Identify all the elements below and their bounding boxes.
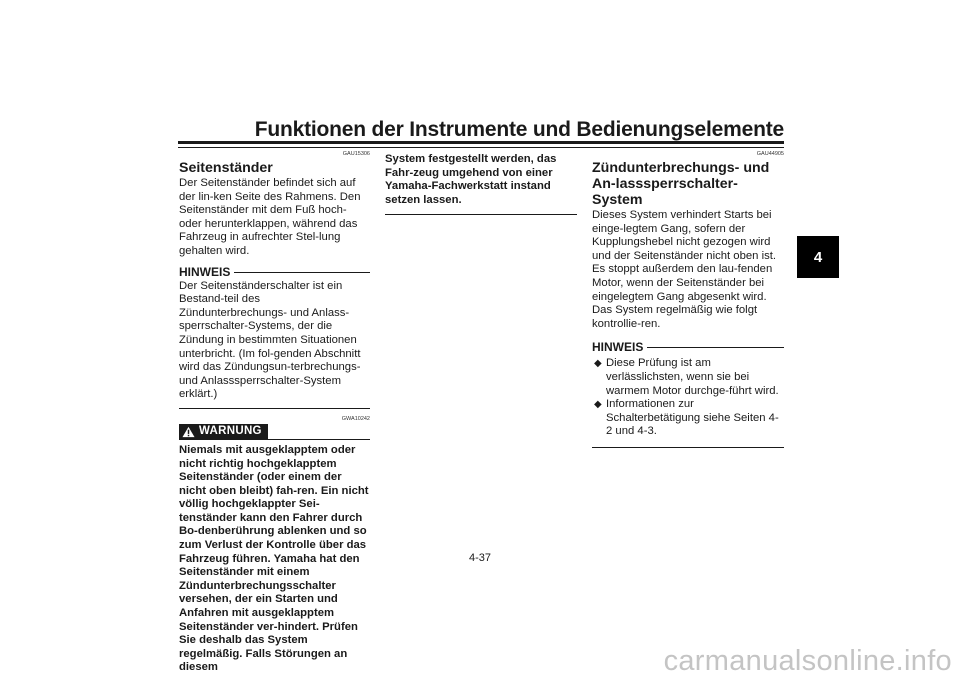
watermark: carmanualsonline.info xyxy=(663,645,952,677)
page-number: 4-37 xyxy=(468,552,492,564)
note-heading-rule xyxy=(647,347,784,348)
bullet-icon: ◆ xyxy=(594,358,602,370)
ignition-cutoff-intro: Dieses System verhindert Starts bei einge-legtem Gang, sofern der Kupplungshebel nicht gezogen wird und der Seitenständer nicht oben ist. Es stoppt außerdem den lau-fenden Motor, wenn der Seitenständer bei eingelegtem Gang abgesenkt wird. xyxy=(592,209,777,303)
bullet-icon: ◆ xyxy=(594,399,602,411)
note-heading-rule xyxy=(234,272,370,273)
warning-heading xyxy=(179,424,370,440)
warning-text: Niemals mit ausgeklapptem oder nicht richtig hochgeklapptem Seitenständer (oder einem der nicht oben bleibt) fah-ren. Ein nicht völlig hochgeklappter Sei-tenständer kann den Fahrer durch Bo-denberührung ablenken und so zum Verlust der Kontrolle über das Fahrzeug führen. Yamaha hat den Seitenständer mit einem Zündunterbrechungsschalter versehen, der ein Starten und Anfahren mit ausgeklapptem Seitenständer ver-hindert. Prüfen Sie deshalb das System regelmäßig. Falls Störungen an diesem xyxy=(179,443,369,674)
warning-heading-rule xyxy=(268,439,370,440)
section-heading-ignition-cutoff: Zündunterbrechungs- und An-lasssperrschalter-System xyxy=(592,160,770,208)
note-title: HINWEIS xyxy=(592,339,644,354)
section-code: GAU15306 xyxy=(342,151,370,157)
note-heading xyxy=(179,266,370,280)
warning-label: WARNUNG xyxy=(199,425,262,438)
list-item-text: Diese Prüfung ist am verlässlichsten, wenn sie bei warmem Motor durchge-führt wird. xyxy=(606,357,779,397)
note-end-rule xyxy=(592,447,784,448)
list-item xyxy=(592,357,784,398)
page-title: Funktionen der Instrumente und Bedienungselemente xyxy=(254,118,784,141)
sidestand-intro: Der Seitenständer befindet sich auf der lin-ken Seite des Rahmens. Den Seitenständer mit dem Fuß hoch- oder herunterklappen, während das Fahrzeug in aufrechter Stel-lung gehalten wird. xyxy=(179,177,361,257)
warning-end-rule xyxy=(385,214,577,215)
note-bullet-list xyxy=(592,357,784,439)
column-right xyxy=(592,150,784,448)
section-heading-sidestand: Seitenständer xyxy=(179,160,273,176)
ignition-cutoff-check: Das System regelmäßig wie folgt kontrollie-ren. xyxy=(592,304,758,330)
header-rule xyxy=(178,141,784,144)
warning-badge xyxy=(179,424,268,440)
warning-code: GWA10242 xyxy=(341,415,370,422)
column-left xyxy=(179,150,370,675)
warning-triangle-icon xyxy=(182,426,195,438)
chapter-tab: 4 xyxy=(797,236,839,278)
header-rule-thin xyxy=(178,147,784,148)
list-item xyxy=(592,398,784,439)
note-title: HINWEIS xyxy=(179,264,231,279)
section-code: GAU44905 xyxy=(756,151,784,157)
note-heading xyxy=(592,340,784,354)
warning-text-continued: System festgestellt werden, das Fahr-zeug umgehend von einer Yamaha-Fachwerkstatt instand setzen lassen. xyxy=(385,153,557,206)
note-text: Der Seitenständerschalter ist ein Bestand-teil des Zündunterbrechungs- und Anlass-sperrschalter-Systems, der die Zündung in bestimmten Situationen unterbricht. (Im fol-genden Abschnitt wird das Zündungsun-terbrechungs- und Anlasssperrschalter-System erklärt.) xyxy=(179,279,361,401)
note-end-rule xyxy=(179,408,370,409)
column-middle xyxy=(385,150,577,215)
list-item-text: Informationen zur Schalterbetätigung siehe Seiten 4-2 und 4-3. xyxy=(606,398,779,438)
